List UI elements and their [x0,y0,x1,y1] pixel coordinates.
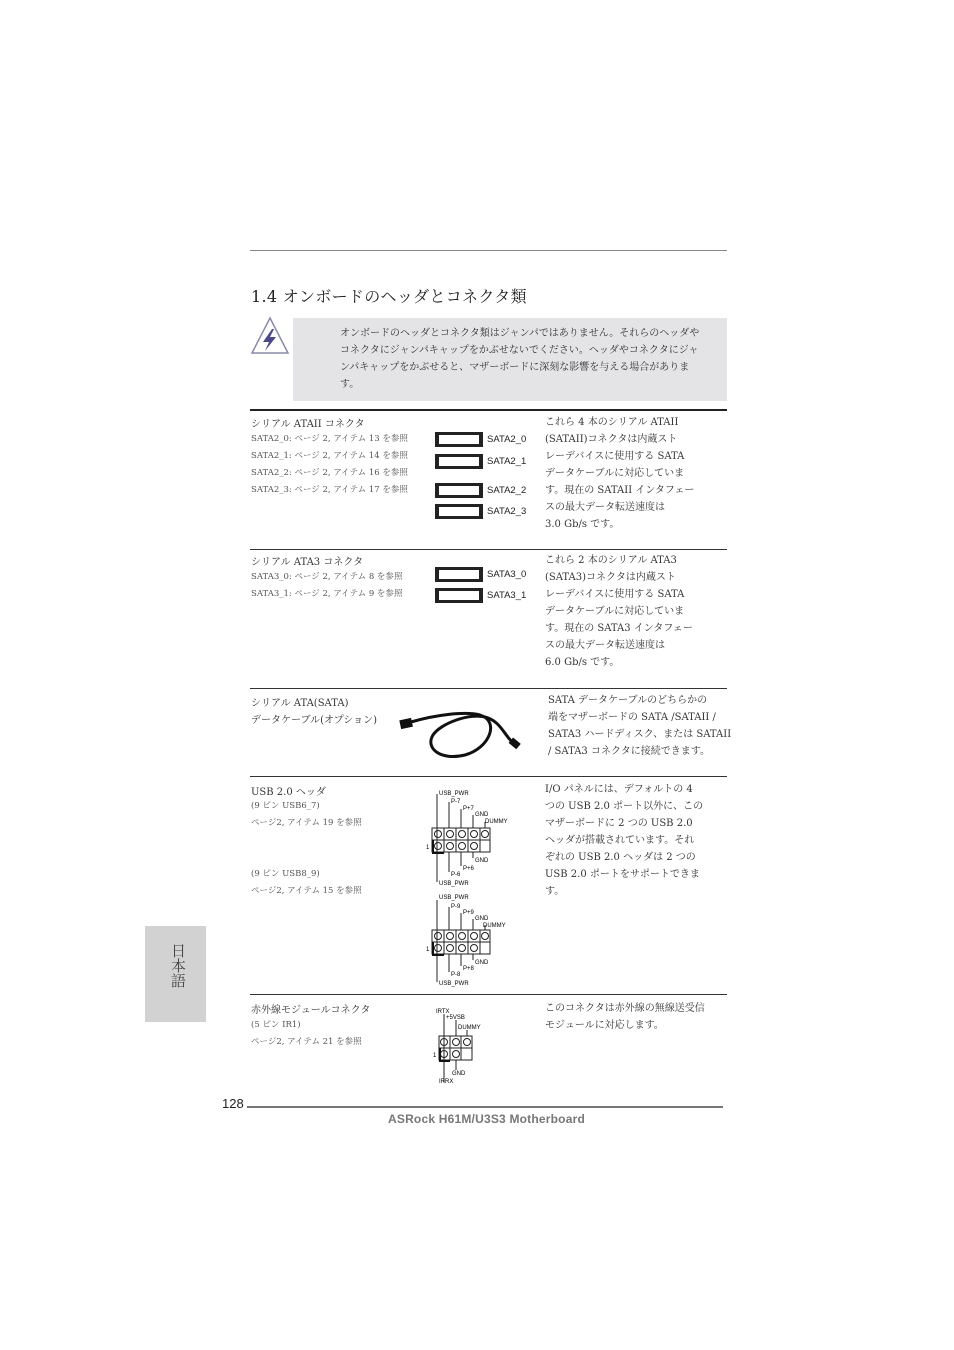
svg-text:DUMMY: DUMMY [485,819,508,825]
svg-text:1: 1 [426,947,430,953]
sataii-ref-3: SATA2_3: ページ 2, アイテム 17 を参照 [251,485,408,495]
sataii-description: これら 4 本のシリアル ATAII (SATAII)コネクタは内蔵スト レーデバイスに使用する SATA データケーブルに対応していま す。現在の SATAII インタフェー スの最大データ転送速度は 3.0 Gb/s です。 [545,417,695,530]
svg-text:GND: GND [452,1071,466,1077]
sata2-1-label: SATA2_1 [487,456,527,467]
sata2-3-connector-icon [435,504,483,519]
svg-text:GND: GND [475,812,489,818]
svg-text:P+6: P+6 [463,866,474,872]
svg-text:GND: GND [475,858,489,864]
sata2-1-connector-icon [435,454,483,469]
svg-text:P-7: P-7 [451,799,461,805]
sataii-ref-0: SATA2_0: ページ 2, アイテム 13 を参照 [251,434,408,444]
warning-text: オンボードのヘッダとコネクタ類はジャンパではありません。それらのヘッダやコネクタにジャンパキャップをかぶせないでください。ヘッダやコネクタにジャンパキャップをかぶせると、マザーボードに深刻な影響を与える場合があります。 [340,328,700,390]
svg-text:USB_PWR: USB_PWR [439,981,469,987]
sata2-0-label: SATA2_0 [487,434,527,445]
svg-text:P-9: P-9 [451,904,461,910]
cable-description: SATA データケーブルのどちらかの 端をマザーボードの SATA /SATAII / SATA3 ハードディスク、または SATAII / SATA3 コネクタに接続できます。 [548,695,732,757]
page-number: 128 [222,1096,244,1111]
sata2-2-label: SATA2_2 [487,485,527,496]
sata3-description: これら 2 本のシリアル ATA3 (SATA3)コネクタは内蔵スト レーデバイスに使用する SATA データケーブルに対応していま す。現在の SATA3 インタフェー スの最大データ転送速度は 6.0 Gb/s です。 [545,555,693,668]
svg-text:P+9: P+9 [463,910,474,916]
svg-text:P+7: P+7 [463,806,474,812]
svg-text:P-6: P-6 [451,872,461,878]
ir-pins: (5 ピン IR1) [251,1020,301,1030]
svg-text:GND: GND [475,960,489,966]
sata3-1-label: SATA3_1 [487,590,527,601]
sata2-3-label: SATA2_3 [487,506,527,517]
usb-header1-ref: ページ2, アイテム 19 を参照 [251,818,362,828]
svg-text:USB_PWR: USB_PWR [439,895,469,901]
section-title: 1.4 オンボードのヘッダとコネクタ類 [251,287,527,306]
svg-text:IRTX: IRTX [436,1009,450,1015]
divider [250,549,727,550]
svg-text:DUMMY: DUMMY [483,923,506,929]
svg-text:1: 1 [433,1053,437,1059]
language-tab-label: 日本語 [169,943,187,988]
sata3-ref-1: SATA3_1: ページ 2, アイテム 9 を参照 [251,589,403,599]
sataii-title: シリアル ATAII コネクタ [251,419,365,430]
sata3-1-connector-icon [435,588,483,603]
svg-text:P+8: P+8 [463,966,474,972]
svg-text:IRRX: IRRX [439,1079,454,1085]
ir1-pin-diagram [432,1004,502,1086]
sata2-2-connector-icon [435,483,483,498]
sata3-title: シリアル ATA3 コネクタ [251,557,364,568]
sataii-ref-2: SATA2_2: ページ 2, アイテム 16 を参照 [251,468,408,478]
ir-description: このコネクタは赤外線の無線送受信 モジュールに対応します。 [545,1003,705,1031]
ir-title: 赤外線モジュールコネクタ [251,1005,371,1016]
table-top-divider [250,409,727,411]
svg-text:1: 1 [426,845,430,851]
sata3-0-label: SATA3_0 [487,569,527,580]
svg-text:GND: GND [475,916,489,922]
cable-title-line2: データケーブル(オプション) [251,715,378,726]
sata-cable-image [395,703,525,763]
sataii-ref-1: SATA2_1: ページ 2, アイテム 14 を参照 [251,451,408,461]
usb-header1-pins: (9 ピン USB6_7) [251,801,320,811]
divider [250,776,727,777]
divider [250,688,727,689]
usb-header2-pins: (9 ピン USB8_9) [251,869,320,879]
usb-header2-ref: ページ2, アイテム 15 を参照 [251,886,362,896]
footer-product: ASRock H61M/U3S3 Motherboard [388,1112,585,1126]
usb-description: I/O パネルには、デフォルトの 4 つの USB 2.0 ポート以外に、この マザーボードに 2 つの USB 2.0 ヘッダが搭載されています。それ ぞれの USB 2.0 ヘッダは 2 つの USB 2.0 ポートをサポートできま す。 [545,784,704,897]
sata3-ref-0: SATA3_0: ページ 2, アイテム 8 を参照 [251,572,403,582]
usb6-7-pin-diagram [425,784,525,889]
cable-title-line1: シリアル ATA(SATA) [251,698,349,709]
usb8-9-pin-diagram [425,890,525,990]
svg-text:DUMMY: DUMMY [458,1025,481,1031]
top-divider [250,250,727,251]
ir-ref: ページ2, アイテム 21 を参照 [251,1037,362,1047]
sata2-0-connector-icon [435,432,483,447]
usb-title: USB 2.0 ヘッダ [251,787,326,798]
footer-divider [247,1106,723,1108]
sata3-0-connector-icon [435,567,483,582]
svg-text:USB_PWR: USB_PWR [439,791,469,797]
divider [250,994,727,995]
svg-text:+5VSB: +5VSB [446,1015,465,1021]
warning-lightning-icon [248,315,290,357]
svg-text:USB_PWR: USB_PWR [439,881,469,887]
svg-text:P-8: P-8 [451,972,461,978]
